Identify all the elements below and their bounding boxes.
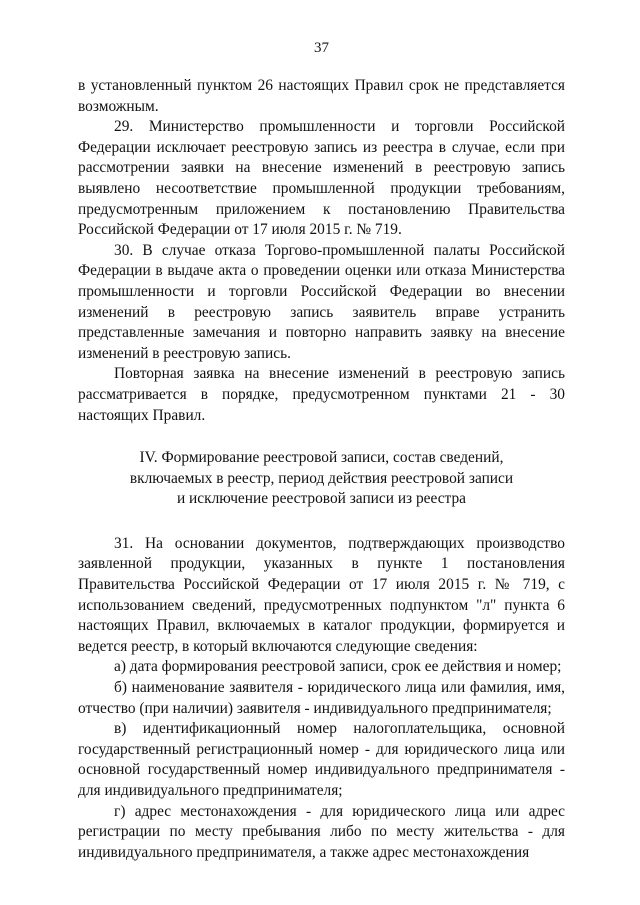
paragraph-30: 30. В случае отказа Торгово-промышленной палаты Российской Федерации в выдаче акта о проведении оценки или отказа Министерства промышленности и торговли Российской Федерации во внесении изменений в реестровую запись заявитель вправе устранить представленные замечания и повторно направить заявку на внесение изменений в реестровую запись. — [78, 241, 565, 362]
paragraph-repeat-application: Повторная заявка на внесение изменений в реестровую запись рассматривается в порядке, предусмотренном пунктами 21 - 30 настоящих Правил. — [78, 365, 565, 424]
subitem-a: а) дата формирования реестровой записи, срок ее действия и номер; — [114, 658, 562, 676]
paragraph-31: 31. На основании документов, подтверждающих производство заявленной продукции, указанных в пункте 1 постановления Правительства Российской Федерации от 17 июля 2015 г. № 719, с использованием сведений, предусмотренных подпунктом "л" пункта 6 настоящих Правил, включаемых в каталог продукции, формируется и ведется реестр, в который включаются следующие сведения: — [78, 534, 565, 655]
paragraph-29: 29. Министерство промышленности и торговли Российской Федерации исключает реестровую запись из реестра в случае, если при рассмотрении заявки на внесение изменений в реестровую запись выявлено несоответствие промышленной продукции требованиям, предусмотренным приложением к постановлению Правительства Российской Федерации от 17 июля 2015 г. № 719. — [78, 118, 565, 239]
subitem-g: г) адрес местонахождения - для юридического лица или адрес регистрации по месту пребывания либо по месту жительства - для индивидуального предпринимателя, а также адрес местонахождения — [78, 802, 565, 861]
section-heading — [78, 448, 565, 510]
page-number: 37 — [314, 40, 329, 56]
section-heading-line: IV. Формирование реестровой записи, состав сведений, — [139, 449, 504, 467]
section-heading-line: включаемых в реестр, период действия реестровой записи — [129, 469, 514, 487]
subitem-b: б) наименование заявителя - юридического лица или фамилия, имя, отчество (при наличии) заявителя - индивидуального предпринимателя; — [78, 679, 565, 717]
subitem-v: в) идентификационный номер налогоплательщика, основной государственный регистрационный номер - для юридического лица или основной государственный номер индивидуального предпринимателя - для индивидуального предпринимателя; — [78, 720, 565, 799]
document-body — [78, 76, 565, 863]
paragraph-continuation: в установленный пунктом 26 настоящих Правил срок не представляется возможным. — [78, 77, 565, 115]
section-heading-line: и исключение реестровой записи из реестра — [176, 490, 467, 508]
